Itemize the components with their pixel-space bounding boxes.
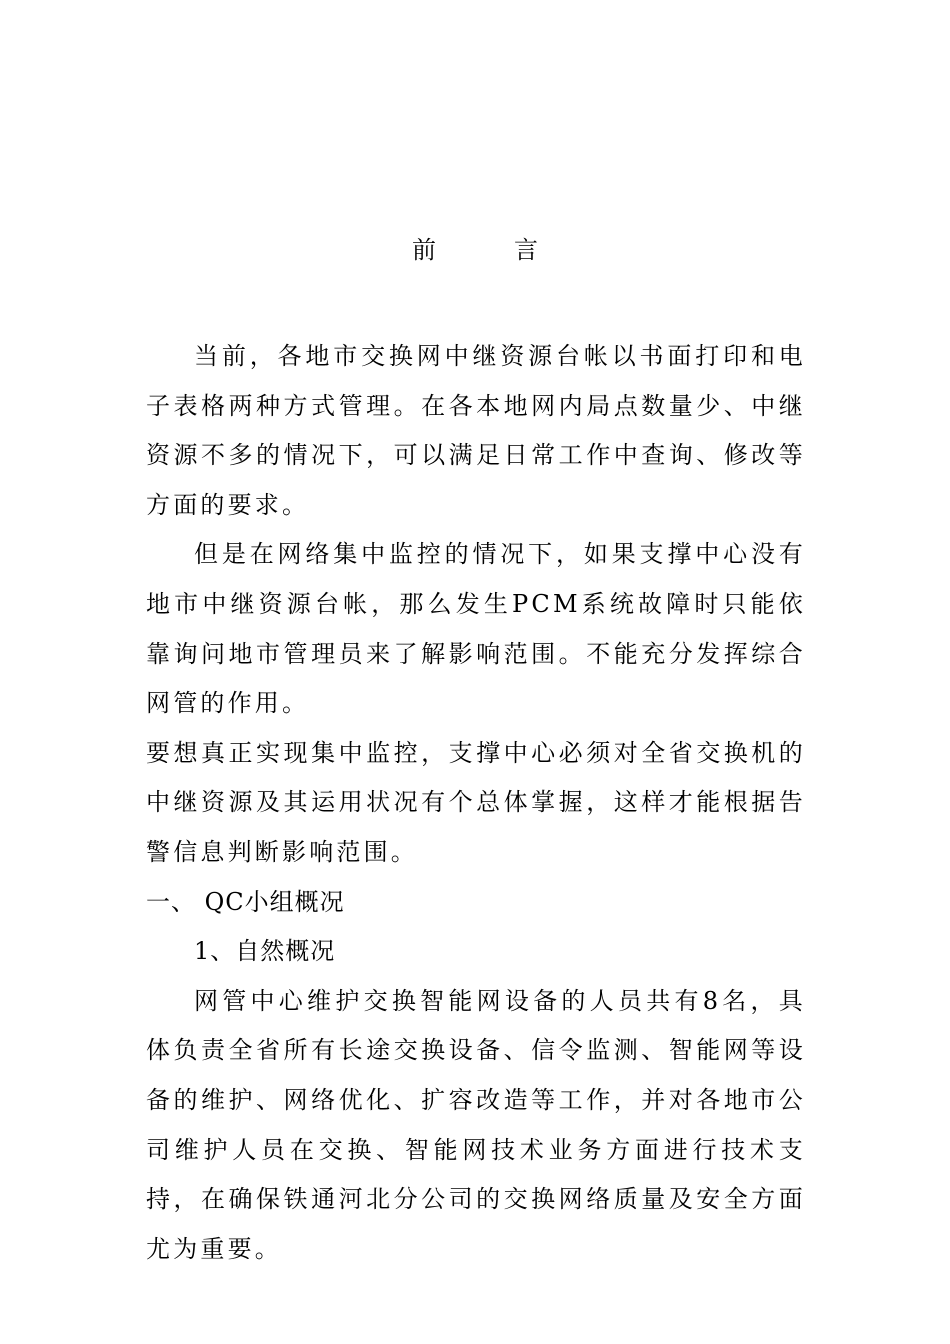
section-heading: 一、 QC小组概况 <box>146 887 345 916</box>
title-char-left: 前 <box>412 236 436 264</box>
paragraph-2: 但是在网络集中监控的情况下，如果支撑中心没有地市中继资源台帐，那么发生PCM系统故障时只能依靠询问地市管理员来了解影响范围。不能充分发挥综合网管的作用。 <box>146 540 806 718</box>
subsection-heading: 1、自然概况 <box>194 937 336 966</box>
paragraph-1: 当前，各地市交换网中继资源台帐以书面打印和电子表格两种方式管理。在各本地网内局点数量少、中继资源不多的情况下，可以满足日常工作中查询、修改等方面的要求。 <box>146 342 806 519</box>
page-title <box>0 232 950 268</box>
document-body <box>146 332 806 1274</box>
paragraph-3: 要想真正实现集中监控，支撑中心必须对全省交换机的中继资源及其运用状况有个总体掌握，这样才能根据告警信息判断影响范围。 <box>146 738 806 866</box>
section-paragraph: 网管中心维护交换智能网设备的人员共有8名，具体负责全省所有长途交换设备、信令监测、智能网等设备的维护、网络优化、扩容改造等工作，并对各地市公司维护人员在交换、智能网技术业务方面进行技术支持，在确保铁通河北分公司的交换网络质量及安全方面尤为重要。 <box>146 986 806 1263</box>
title-char-right: 言 <box>514 236 538 264</box>
